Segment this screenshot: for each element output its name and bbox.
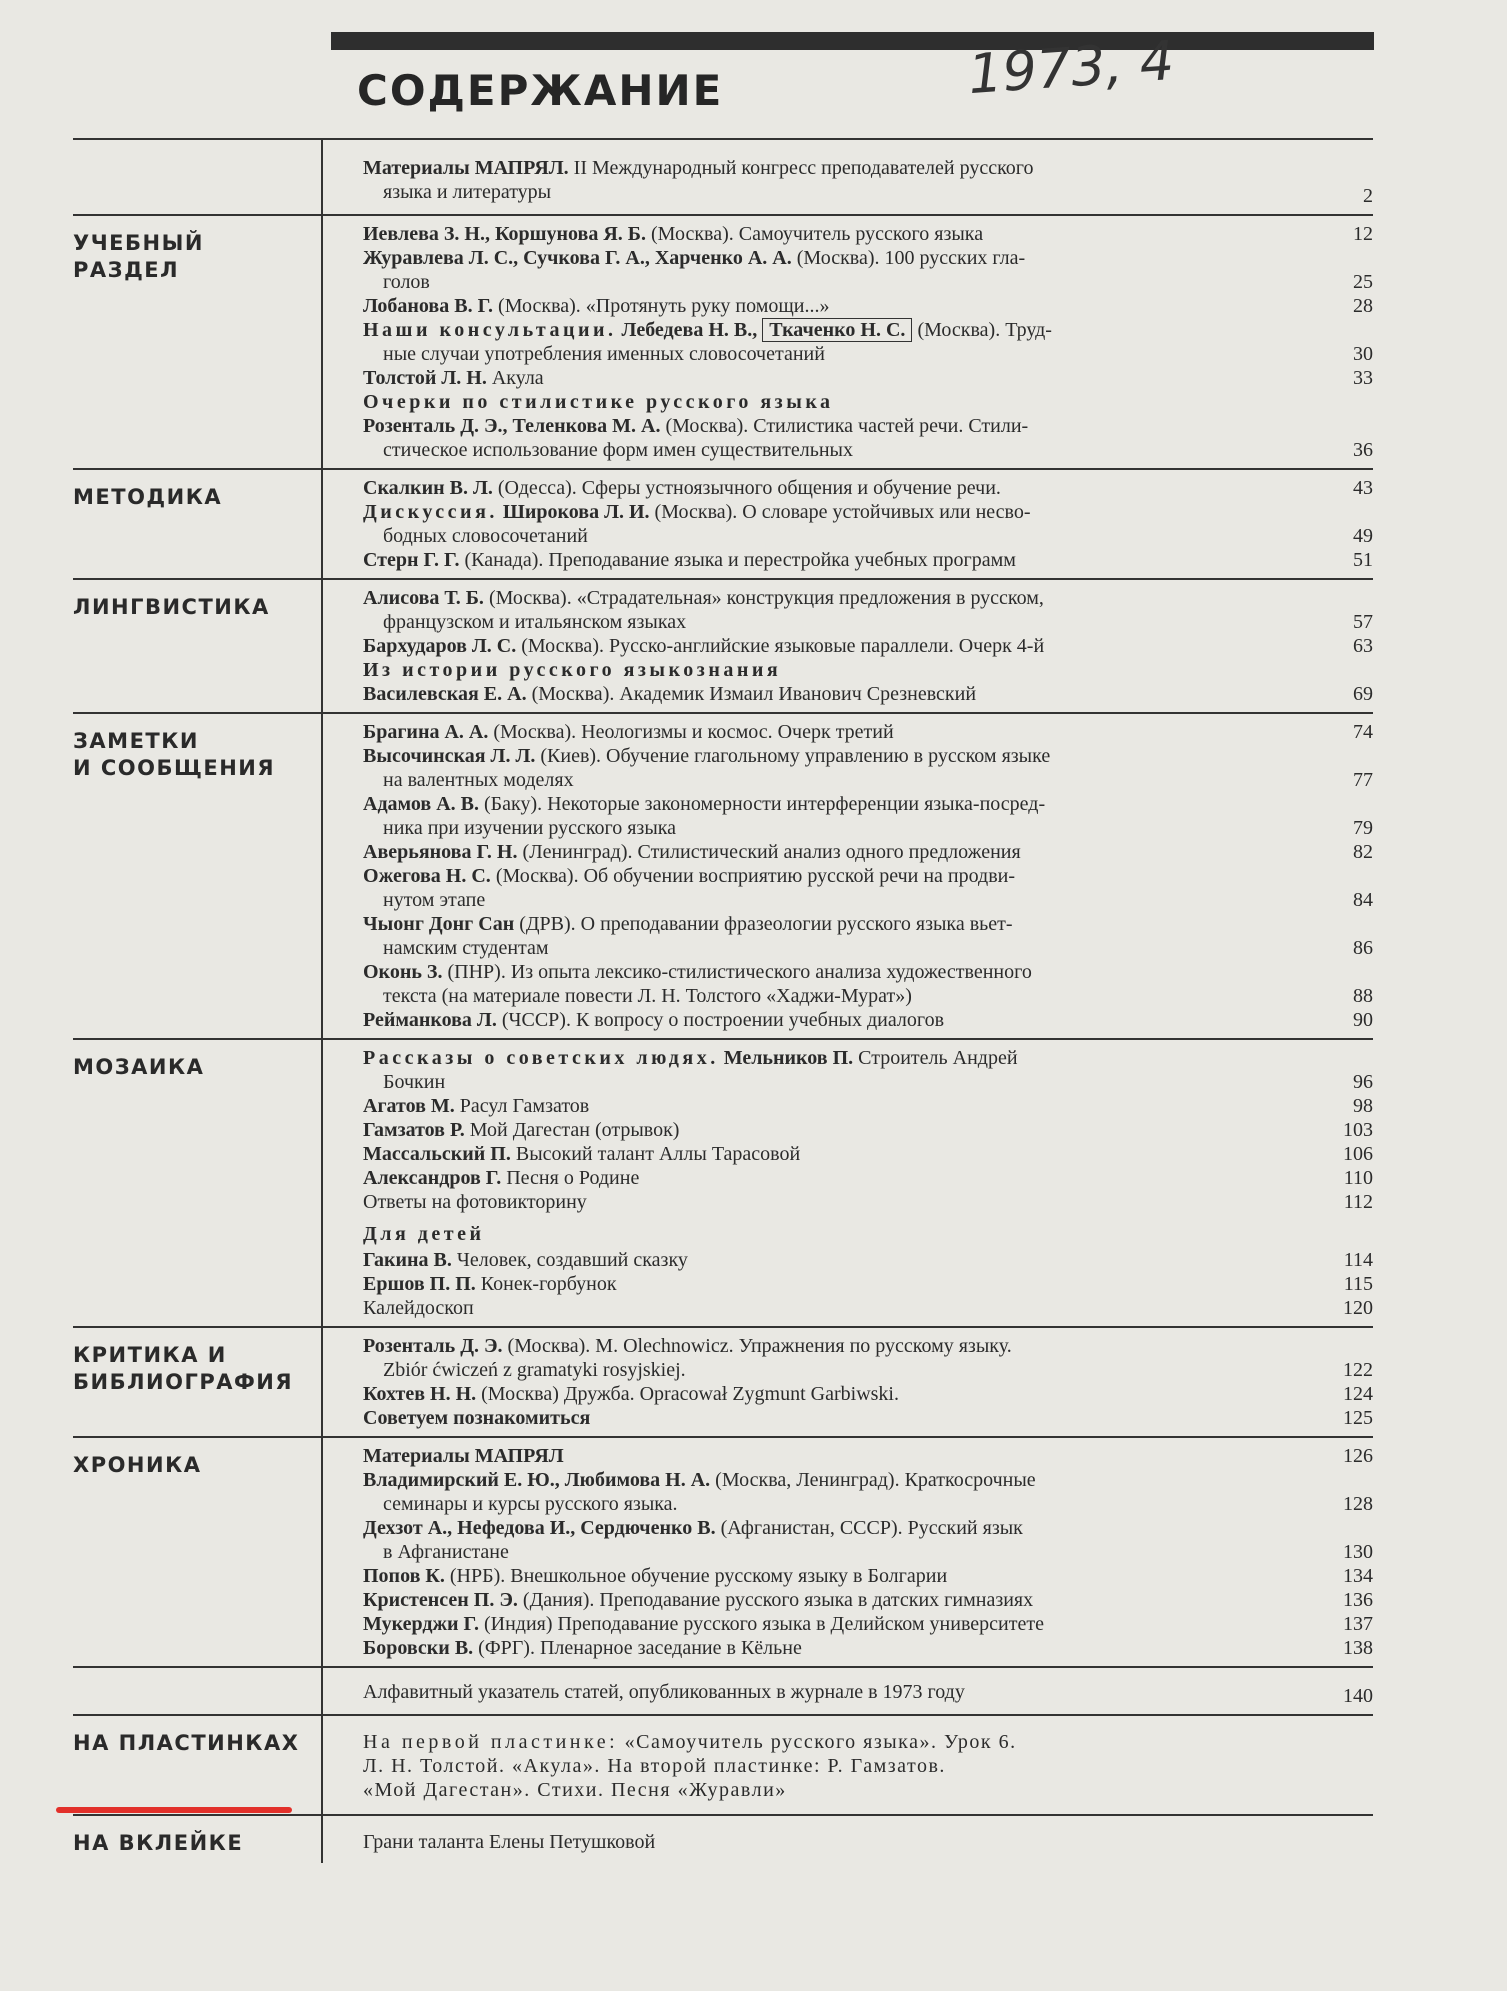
toc-entry[interactable] xyxy=(363,294,1373,318)
entry-page: 120 xyxy=(1343,1297,1373,1319)
entry-author: Владимирский Е. Ю., Любимова Н. А. xyxy=(363,1469,711,1491)
entry-title-cont: семинары и курсы русского языка. xyxy=(383,1493,678,1515)
entry-author: Брагина А. А. xyxy=(363,721,489,743)
toc-entry[interactable] xyxy=(363,222,1373,246)
entry-title: (Киев). Обучение глагольному управлению в русском языке xyxy=(535,745,1051,767)
toc-entry[interactable] xyxy=(363,1564,1373,1588)
subsection-heading: Для детей xyxy=(363,1223,485,1245)
toc-entry[interactable] xyxy=(363,1334,1373,1382)
section-body xyxy=(321,1328,1373,1436)
entry-page: 63 xyxy=(1353,635,1373,657)
toc-entry[interactable] xyxy=(363,720,1373,744)
section-label-empty xyxy=(73,140,321,214)
toc-entry[interactable] xyxy=(363,1722,1373,1808)
toc-section-educational xyxy=(73,214,1373,468)
entry-author: Адамов А. В. xyxy=(363,793,480,815)
entry-author: Ожегова Н. С. xyxy=(363,865,491,887)
entry-page: 12 xyxy=(1353,223,1373,245)
entry-author: Гамзатов Р. xyxy=(363,1119,465,1141)
entry-title: Конек-горбунок xyxy=(475,1273,617,1295)
toc-entry[interactable] xyxy=(363,1612,1373,1636)
toc-entry[interactable] xyxy=(363,476,1373,500)
section-label: УЧЕБНЫЙ РАЗДЕЛ xyxy=(73,231,204,282)
toc-entry[interactable] xyxy=(363,1142,1373,1166)
entry-page: 106 xyxy=(1343,1143,1373,1165)
entry-page: 112 xyxy=(1343,1191,1373,1213)
entry-title: (Москва). M. Olechnowicz. Упражнения по русскому языку. xyxy=(502,1335,1012,1357)
entry-author: Чыонг Донг Сан xyxy=(363,913,515,935)
page-title: СОДЕРЖАНИЕ xyxy=(357,66,724,115)
toc-entry[interactable] xyxy=(363,634,1373,658)
toc-entry[interactable] xyxy=(363,1046,1373,1094)
entry-page: 134 xyxy=(1343,1565,1373,1587)
entry-title-cont: Л. Н. Толстой. «Акула». На второй пластинке: Р. Гамзатов. xyxy=(363,1755,946,1777)
section-body xyxy=(321,1816,1373,1863)
toc-entry[interactable] xyxy=(363,1272,1373,1296)
toc-entry[interactable] xyxy=(363,1248,1373,1272)
entry-page: 77 xyxy=(1353,769,1373,791)
toc-entry[interactable] xyxy=(363,1516,1373,1564)
toc-entry[interactable] xyxy=(363,246,1373,294)
entry-page: 51 xyxy=(1353,549,1373,571)
entry-author: Попов К. xyxy=(363,1565,445,1587)
entry-author: Аверьянова Г. Н. xyxy=(363,841,518,863)
toc-section-methodology xyxy=(73,468,1373,578)
entry-title: (Москва) Дружба. Opracował Zygmunt Garbiwski. xyxy=(476,1383,899,1405)
entry-title: Расул Гамзатов xyxy=(454,1095,590,1117)
toc-rubric xyxy=(363,390,1373,414)
toc-entry[interactable] xyxy=(363,1822,1373,1854)
entry-title: (Афганистан, СССР). Русский язык xyxy=(715,1517,1023,1539)
entry-author: Журавлева Л. С., Сучкова Г. А., Харченко А. А. xyxy=(363,247,792,269)
entry-author: Бархударов Л. С. xyxy=(363,635,517,657)
entry-rubric: Очерки по стилистике русского языка xyxy=(363,391,834,413)
entry-author: Массальский П. xyxy=(363,1143,511,1165)
toc-entry[interactable] xyxy=(363,1406,1373,1430)
entry-title: (ПНР). Из опыта лексико-стилистического анализа художественного xyxy=(442,961,1032,983)
entry-title: (ФРГ). Пленарное заседание в Кёльне xyxy=(473,1637,802,1659)
entry-title-cont: ника при изучении русского языка xyxy=(383,817,677,839)
entry-title: (Москва). Академик Измаил Иванович Срезневский xyxy=(526,683,977,705)
entry-title: (Москва). «Страдательная» конструкция предложения в русском, xyxy=(483,587,1044,609)
entry-page: 138 xyxy=(1343,1637,1373,1659)
entry-title: Высокий талант Аллы Тарасовой xyxy=(510,1143,801,1165)
section-body xyxy=(321,140,1373,214)
toc-entry[interactable] xyxy=(363,586,1373,634)
entry-page: 84 xyxy=(1353,889,1373,911)
entry-title: Человек, создавший сказку xyxy=(451,1249,688,1271)
entry-page: 82 xyxy=(1353,841,1373,863)
toc-entry[interactable] xyxy=(363,1636,1373,1660)
entry-author: Боровски В. xyxy=(363,1637,474,1659)
entry-title: (Баку). Некоторые закономерности интерференции языка-посред- xyxy=(479,793,1046,815)
entry-author: Широкова Л. И. xyxy=(497,501,650,523)
entry-page: 49 xyxy=(1353,525,1373,547)
entry-page: 130 xyxy=(1343,1541,1373,1563)
toc-entry[interactable] xyxy=(363,840,1373,864)
entry-author: Алисова Т. Б. xyxy=(363,587,484,609)
section-body xyxy=(321,714,1373,1038)
toc-entry[interactable] xyxy=(363,912,1373,960)
entry-rubric: Дискуссия. xyxy=(363,501,498,523)
entry-page: 74 xyxy=(1353,721,1373,743)
toc-entry[interactable] xyxy=(363,960,1373,1008)
entry-author: Лебедева Н. В., xyxy=(616,319,758,341)
toc-entry[interactable] xyxy=(363,1588,1373,1612)
toc-entry[interactable] xyxy=(363,744,1373,792)
entry-title-cont: в Афганистане xyxy=(383,1541,509,1563)
entry-title-cont: стическое использование форм имен существительных xyxy=(383,439,853,461)
entry-title: (Ленинград). Стилистический анализ одного предложения xyxy=(517,841,1021,863)
section-label: НА ВКЛЕЙКЕ xyxy=(73,1831,244,1855)
entry-title-cont: «Мой Дагестан». Стихи. Песня «Журавли» xyxy=(363,1779,787,1801)
entry-title: Калейдоскоп xyxy=(363,1297,474,1319)
entry-page: 122 xyxy=(1343,1359,1373,1381)
entry-author: Скалкин В. Л. xyxy=(363,477,493,499)
entry-author: Кристенсен П. Э. xyxy=(363,1589,518,1611)
toc-entry[interactable] xyxy=(363,1190,1373,1214)
section-body xyxy=(321,1668,1373,1714)
entry-page: 25 xyxy=(1353,271,1373,293)
entry-lead: На первой пластинке: xyxy=(363,1731,619,1753)
entry-author: Рейманкова Л. xyxy=(363,1009,497,1031)
entry-page: 137 xyxy=(1343,1613,1373,1635)
entry-page: 36 xyxy=(1353,439,1373,461)
entry-page: 140 xyxy=(1343,1685,1373,1707)
entry-title: Строитель Андрей xyxy=(853,1047,1018,1069)
toc-entry[interactable] xyxy=(363,366,1373,390)
toc-entry[interactable] xyxy=(363,682,1373,706)
entry-title-cont: Бочкин xyxy=(383,1071,446,1093)
toc-entry[interactable] xyxy=(363,1296,1373,1320)
toc-entry[interactable] xyxy=(363,792,1373,840)
entry-title: (Москва). Стилистика частей речи. Стили- xyxy=(660,415,1029,437)
entry-title: Акула xyxy=(486,367,544,389)
entry-title: «Самоучитель русского языка». Урок 6. xyxy=(618,1731,1017,1753)
entry-page: 128 xyxy=(1343,1493,1373,1515)
entry-title-cont: французском и итальянском языках xyxy=(383,611,687,633)
section-body xyxy=(321,1040,1373,1326)
toc-entry[interactable] xyxy=(363,864,1373,912)
entry-title-cont: текста (на материале повести Л. Н. Толстого «Хаджи-Мурат») xyxy=(383,985,912,1007)
entry-page: 69 xyxy=(1353,683,1373,705)
entry-author: Александров Г. xyxy=(363,1167,502,1189)
entry-title-cont: бодных словосочетаний xyxy=(383,525,588,547)
entry-title-cont: намским студентам xyxy=(383,937,549,959)
toc-entry[interactable] xyxy=(363,500,1373,548)
entry-page: 86 xyxy=(1353,937,1373,959)
header-rule xyxy=(331,32,1374,50)
entry-title: (Москва). Самоучитель русского языка xyxy=(646,223,984,245)
toc-entry[interactable] xyxy=(363,318,1373,366)
toc-section-index xyxy=(73,1666,1373,1714)
entry-author: Иевлева З. Н., Коршунова Я. Б. xyxy=(363,223,646,245)
entry-page: 125 xyxy=(1343,1407,1373,1429)
section-body xyxy=(321,580,1373,712)
entry-title: (Индия) Преподавание русского языка в Делийском университете xyxy=(479,1613,1044,1635)
entry-title: Советуем познакомиться xyxy=(363,1407,591,1429)
entry-author: Оконь З. xyxy=(363,961,443,983)
entry-title-cont: ные случаи употребления именных словосочетаний xyxy=(383,343,825,365)
entry-title: (Москва). О словаре устойчивых или несво- xyxy=(649,501,1031,523)
entry-title: Песня о Родине xyxy=(501,1167,640,1189)
toc-section-insert xyxy=(73,1814,1373,1863)
toc-entry[interactable] xyxy=(363,1444,1373,1468)
entry-title: (Москва). «Протянуть руку помощи...» xyxy=(493,295,830,317)
entry-title-cont: голов xyxy=(383,271,430,293)
entry-rubric: Наши консультации. xyxy=(363,319,617,341)
entry-title-cont: Zbiór ćwiczeń z gramatyki rosyjskiej. xyxy=(383,1359,686,1381)
entry-title: Материалы МАПРЯЛ xyxy=(363,1445,564,1467)
toc-entry[interactable] xyxy=(363,414,1373,462)
entry-title: (Москва). Труд- xyxy=(912,319,1052,341)
entry-title: (Москва). 100 русских гла- xyxy=(791,247,1026,269)
red-underline-mark xyxy=(56,1807,292,1813)
toc-entry[interactable] xyxy=(363,1166,1373,1190)
entry-page: 33 xyxy=(1353,367,1373,389)
entry-author: Высочинская Л. Л. xyxy=(363,745,536,767)
entry-title: (Одесса). Сферы устноязычного общения и обучение речи. xyxy=(492,477,1001,499)
entry-title: (Канада). Преподавание языка и перестройка учебных программ xyxy=(459,549,1016,571)
section-body xyxy=(321,216,1373,468)
entry-title: (Москва). Об обучении восприятию русской речи на продви- xyxy=(490,865,1016,887)
table-of-contents xyxy=(73,138,1373,1863)
entry-title-cont: нутом этапе xyxy=(383,889,486,911)
toc-entry[interactable] xyxy=(363,1674,1373,1708)
entry-title: (Москва, Ленинград). Краткосрочные xyxy=(710,1469,1036,1491)
toc-entry[interactable] xyxy=(363,1118,1373,1142)
entry-page: 2 xyxy=(1363,185,1373,207)
toc-section-intro xyxy=(73,138,1373,214)
entry-page: 90 xyxy=(1353,1009,1373,1031)
entry-page: 103 xyxy=(1343,1119,1373,1141)
toc-section-chronicle xyxy=(73,1436,1373,1666)
toc-entry[interactable] xyxy=(363,1468,1373,1516)
entry-author: Дехзот А., Нефедова И., Сердюченко В. xyxy=(363,1517,716,1539)
entry-author: Розенталь Д. Э. xyxy=(363,1335,503,1357)
entry-page: 96 xyxy=(1353,1071,1373,1093)
entry-author: Кохтев Н. Н. xyxy=(363,1383,477,1405)
entry-page: 57 xyxy=(1353,611,1373,633)
section-label: КРИТИКА И БИБЛИОГРАФИЯ xyxy=(73,1343,294,1394)
entry-title: (ДРВ). О преподавании фразеологии русского языка вьет- xyxy=(514,913,1013,935)
toc-entry[interactable] xyxy=(363,1094,1373,1118)
handwritten-note: 1973, 4 xyxy=(966,28,1177,107)
entry-page: 43 xyxy=(1353,477,1373,499)
entry-title: II Международный конгресс преподавателей русского xyxy=(573,157,1034,179)
entry-page: 110 xyxy=(1343,1167,1373,1189)
entry-page: 126 xyxy=(1343,1445,1373,1467)
toc-entry[interactable] xyxy=(363,146,1373,208)
entry-page: 79 xyxy=(1353,817,1373,839)
section-label: НА ПЛАСТИНКАХ xyxy=(73,1731,300,1755)
entry-page: 114 xyxy=(1343,1249,1373,1271)
entry-title-cont: на валентных моделях xyxy=(383,769,574,791)
section-label-empty xyxy=(73,1668,321,1714)
toc-section-mosaic xyxy=(73,1038,1373,1326)
section-body xyxy=(321,1716,1373,1814)
entry-title: Грани таланта Елены Петушковой xyxy=(363,1831,656,1853)
toc-section-records xyxy=(73,1714,1373,1814)
entry-rubric: Рассказы о советских людях. xyxy=(363,1047,719,1069)
entry-page: 98 xyxy=(1353,1095,1373,1117)
entry-author-boxed: Ткаченко Н. С. xyxy=(762,318,912,342)
section-label: ЛИНГВИСТИКА xyxy=(73,595,270,619)
entry-title: Ответы на фотовикторину xyxy=(363,1191,587,1213)
toc-rubric xyxy=(363,658,1373,682)
section-body xyxy=(321,1438,1373,1666)
entry-title-cont: языка и литературы xyxy=(383,181,552,203)
entry-title: (Москва). Русско-английские языковые параллели. Очерк 4-й xyxy=(516,635,1045,657)
entry-title: (ЧССР). К вопросу о построении учебных диалогов xyxy=(496,1009,945,1031)
toc-entry[interactable] xyxy=(363,1008,1373,1032)
toc-section-linguistics xyxy=(73,578,1373,712)
entry-author: Лобанова В. Г. xyxy=(363,295,494,317)
entry-title: (НРБ). Внешкольное обучение русскому языку в Болгарии xyxy=(444,1565,948,1587)
entry-title: Алфавитный указатель статей, опубликованных в журнале в 1973 году xyxy=(363,1681,965,1703)
entry-page: 88 xyxy=(1353,985,1373,1007)
toc-section-notes xyxy=(73,712,1373,1038)
entry-author: Стерн Г. Г. xyxy=(363,549,460,571)
entry-author: Агатов М. xyxy=(363,1095,455,1117)
section-body xyxy=(321,470,1373,578)
entry-author: Мельников П. xyxy=(718,1047,854,1069)
entry-author: Мукерджи Г. xyxy=(363,1613,479,1635)
entry-page: 136 xyxy=(1343,1589,1373,1611)
toc-section-criticism xyxy=(73,1326,1373,1436)
entry-author: Розенталь Д. Э., Теленкова М. А. xyxy=(363,415,661,437)
section-label: ЗАМЕТКИ И СООБЩЕНИЯ xyxy=(73,729,276,780)
toc-entry[interactable] xyxy=(363,548,1373,572)
entry-author: Толстой Л. Н. xyxy=(363,367,487,389)
entry-page: 30 xyxy=(1353,343,1373,365)
entry-title: (Дания). Преподавание русского языка в датских гимназиях xyxy=(517,1589,1034,1611)
entry-author: Василевская Е. А. xyxy=(363,683,527,705)
section-label: МОЗАИКА xyxy=(73,1055,205,1079)
entry-author: Гакина В. xyxy=(363,1249,452,1271)
entry-page: 115 xyxy=(1343,1273,1373,1295)
section-label: МЕТОДИКА xyxy=(73,485,223,509)
entry-author: Материалы МАПРЯЛ. xyxy=(363,157,569,179)
toc-entry[interactable] xyxy=(363,1382,1373,1406)
entry-rubric: Из истории русского языкознания xyxy=(363,659,782,681)
entry-author: Ершов П. П. xyxy=(363,1273,476,1295)
entry-page: 28 xyxy=(1353,295,1373,317)
entry-title: (Москва). Неологизмы и космос. Очерк третий xyxy=(488,721,894,743)
entry-title: Мой Дагестан (отрывок) xyxy=(464,1119,680,1141)
section-label: ХРОНИКА xyxy=(73,1453,202,1477)
entry-page: 124 xyxy=(1343,1383,1373,1405)
